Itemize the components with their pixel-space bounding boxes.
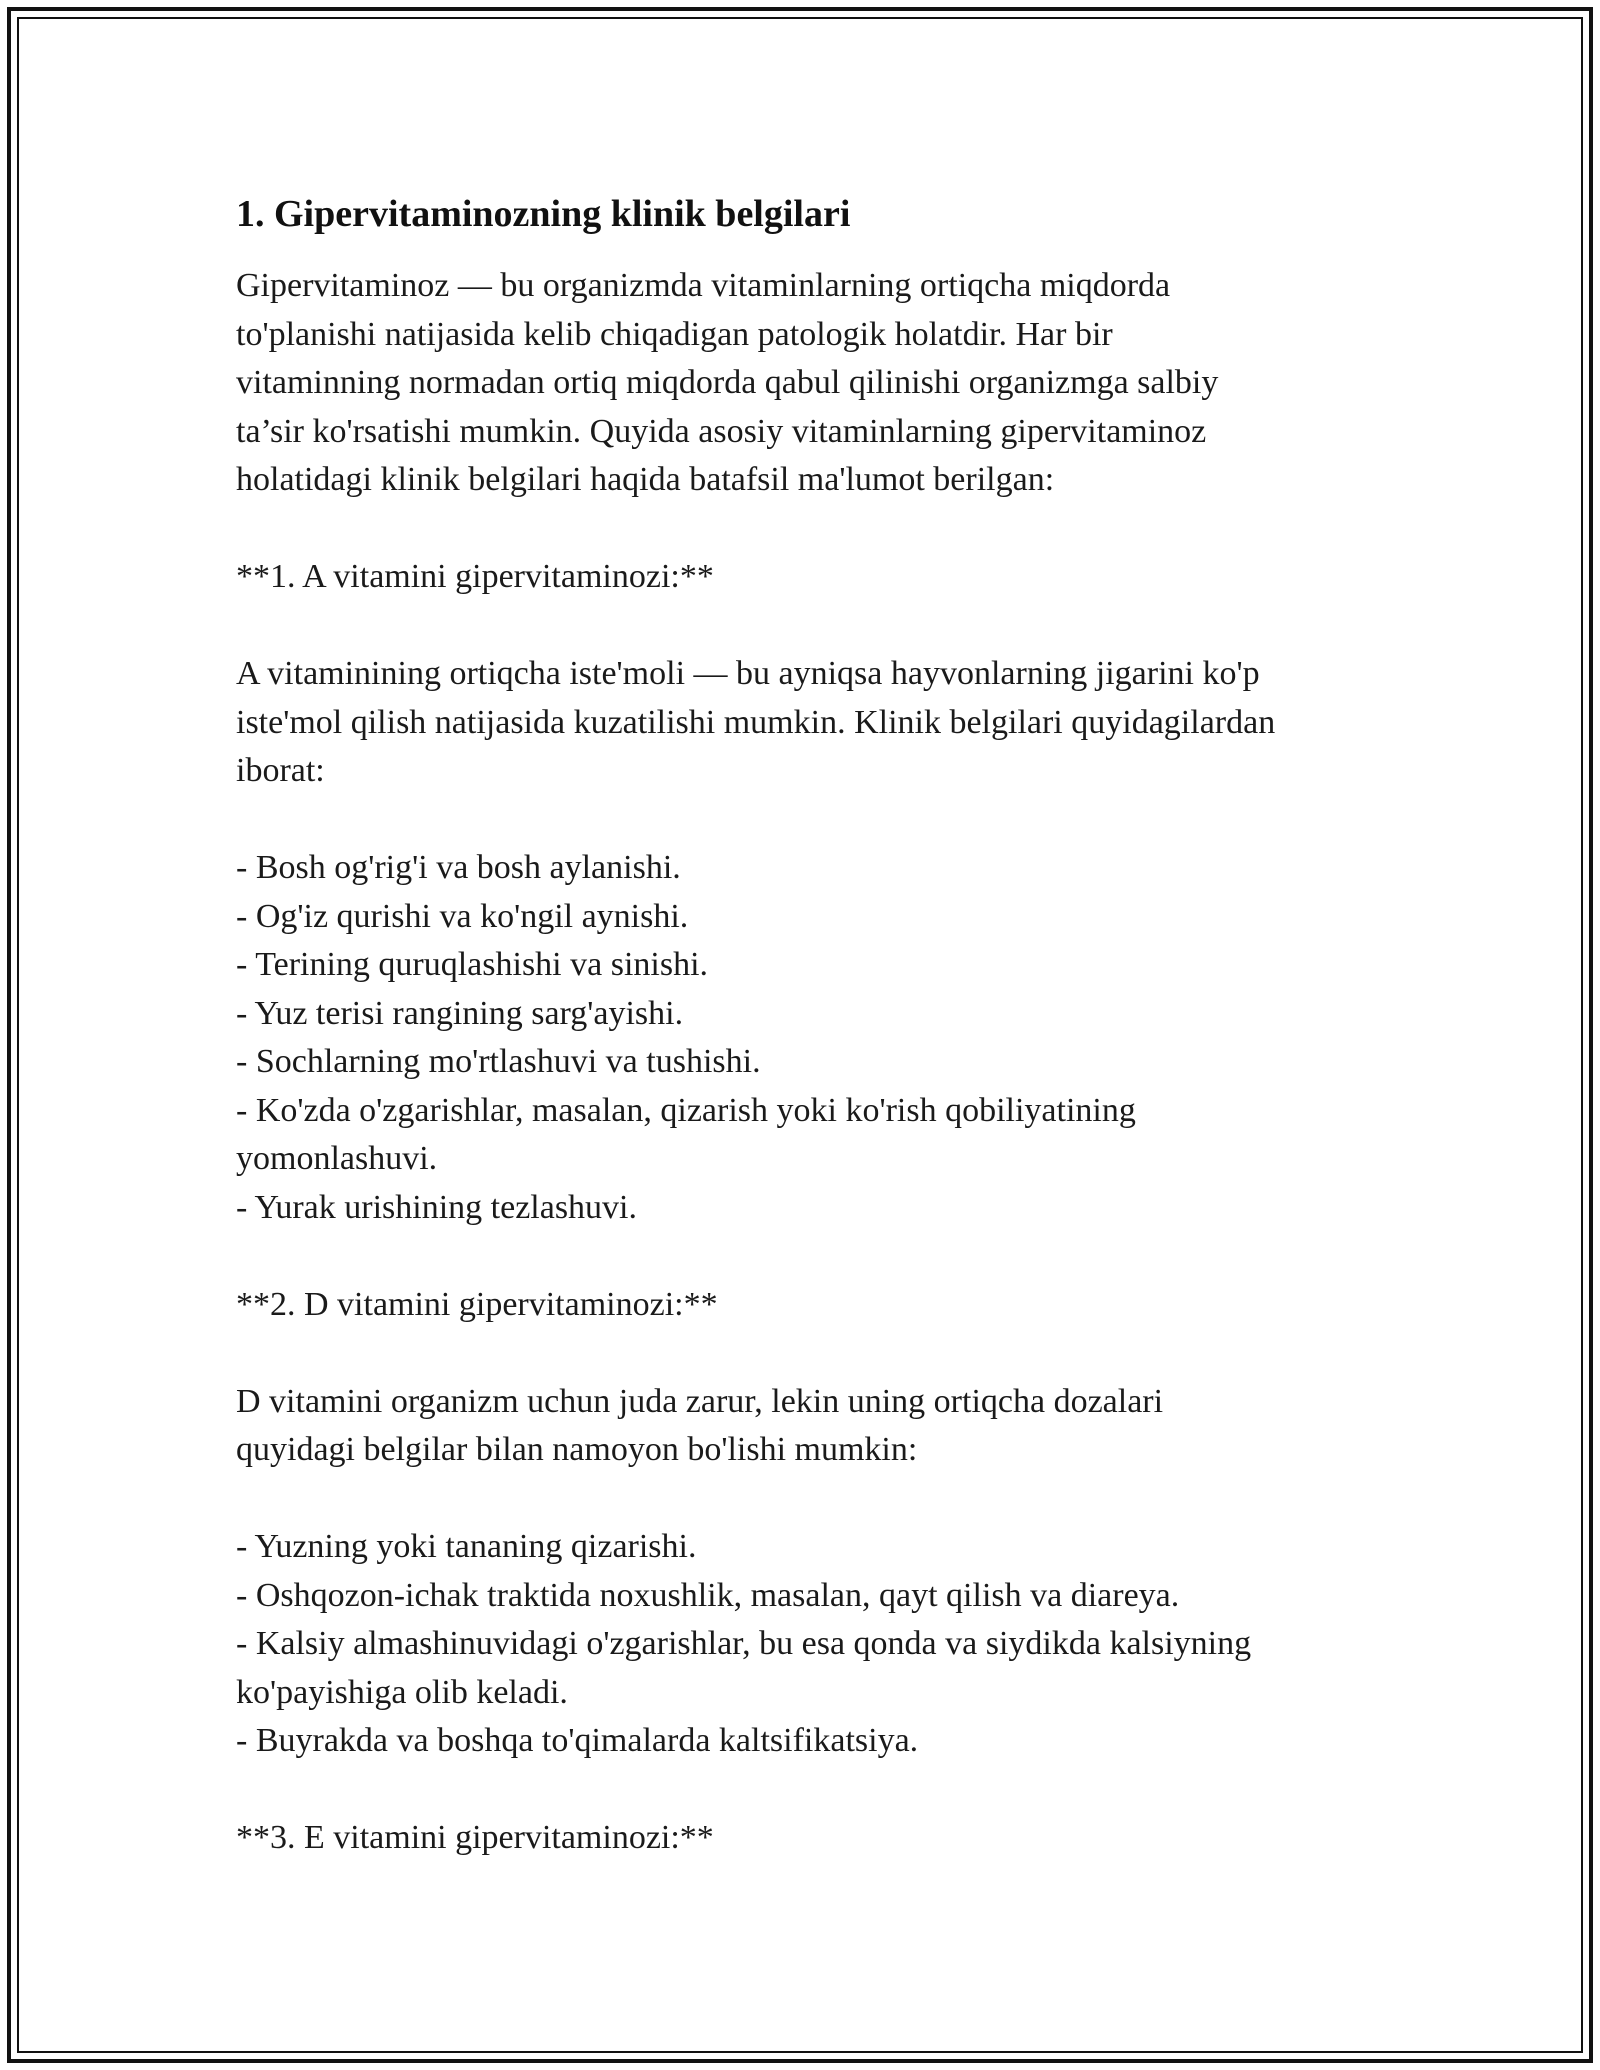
section-a-heading: **1. A vitamini gipervitaminozi:** [236,558,714,595]
section-d-paragraph: D vitamini organizm uchun juda zarur, lekin uning ortiqcha dozalari quyidagi belgilar bilan namoyon bo'lishi mumkin: [236,1382,1164,1468]
spacer [236,1475,1366,1524]
spacer [236,796,1366,845]
list-item: - Og'iz qurishi va ko'ngil aynishi. [236,897,689,935]
document-body [236,188,1366,1863]
spacer [236,1329,1366,1378]
spacer [236,602,1366,651]
section-a-list [236,844,1366,1232]
list-item: - Buyrakda va boshqa to'qimalarda kaltsifikatsiya. [236,1722,919,1759]
list-item: - Yuzning yoki tananing qizarishi. [236,1528,697,1565]
list-item: - Kalsiy almashinuvidagi o'zgarishlar, bu esa qonda va siydikda kalsiyning ko'payishiga olib keladi. [236,1625,1252,1711]
list-item: - Yuz terisi rangining sarg'ayishi. [236,994,684,1032]
list-item: - Ko'zda o'zgarishlar, masalan, qizarish yoki ko'rish qobiliyatining yomonlashuvi. [236,1091,1136,1177]
list-item: - Bosh og'rig'i va bosh aylanishi. [236,849,681,886]
document-title: 1. Gipervitaminozning klinik belgilari [236,193,851,235]
spacer [236,505,1366,554]
section-d-heading: **2. D vitamini gipervitaminozi:** [236,1285,718,1323]
section-e-heading: **3. E vitamini gipervitaminozi:** [236,1819,714,1856]
intro-paragraph: Gipervitaminoz — bu organizmda vitaminlarning ortiqcha miqdorda to'planishi natijasida kelib chiqadigan patologik holatdir. Har bir vitaminning normadan ortiq miqdorda qabul qilinishi organizmga salbiy ta’sir ko'rsatishi mumkin. Quyida asosiy vitaminlarning gipervitaminoz holatidagi klinik belgilari haqida batafsil ma'lumot berilgan: [236,267,1219,498]
spacer [236,1232,1366,1281]
section-d-list [236,1523,1366,1766]
list-item: - Sochlarning mo'rtlashuvi va tushishi. [236,1043,761,1080]
section-a-paragraph: A vitaminining ortiqcha iste'moli — bu ayniqsa hayvonlarning jigarini ko'p iste'mol qilish natijasida kuzatilishi mumkin. Klinik belgilari quyidagilardan iborat: [236,655,1276,789]
list-item: - Oshqozon-ichak traktida noxushlik, masalan, qayt qilish va diareya. [236,1576,1180,1614]
list-item: - Terining quruqlashishi va sinishi. [236,946,709,983]
list-item: - Yurak urishining tezlashuvi. [236,1188,637,1226]
spacer [236,1766,1366,1815]
